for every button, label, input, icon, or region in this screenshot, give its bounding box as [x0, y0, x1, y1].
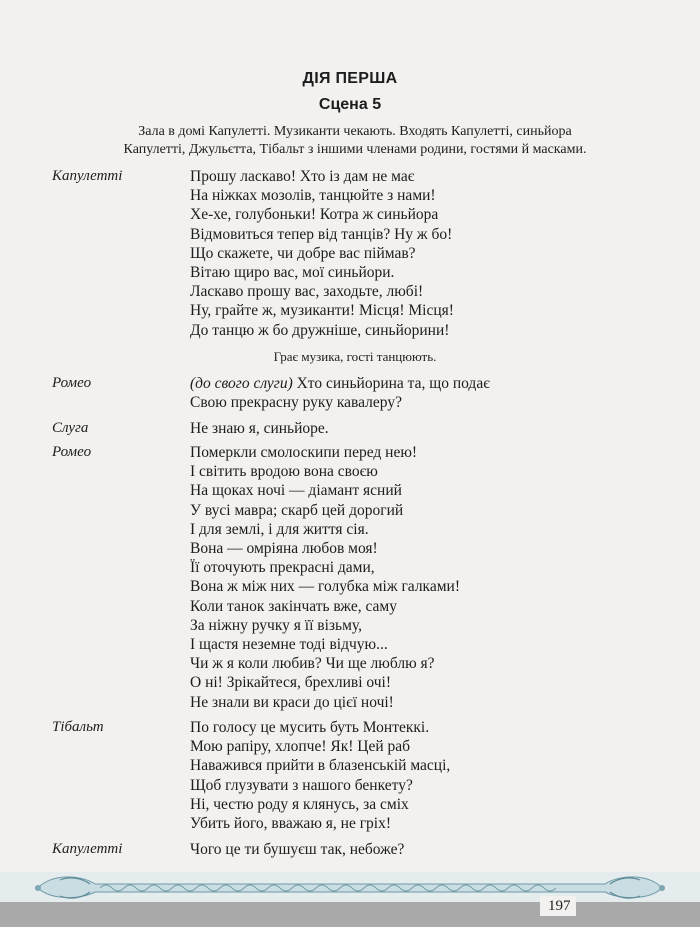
speech-line: І світить вродою вона своєю	[190, 463, 378, 481]
speech-line: На ніжках мозолів, танцюйте з нами!	[190, 187, 436, 205]
speech-line: Померкли смолоскипи перед нею!	[190, 444, 418, 461]
speech-line	[190, 374, 660, 393]
speech-lines	[190, 443, 660, 712]
speech-line: Ні, честю роду я клянусь, за сміх	[190, 795, 409, 813]
speaker-name: Капулетті	[52, 841, 123, 857]
speech-line: Свою прекрасну руку кавалеру?	[190, 394, 402, 412]
aside-direction: (до свого слуги)	[190, 375, 293, 392]
speech-line: Прошу ласкаво! Хто із дам не має	[190, 168, 415, 185]
speech-line: Мою рапіру, хлопче! Як! Цей раб	[190, 738, 411, 756]
speech-line: Її оточують прекрасні дами,	[190, 559, 375, 577]
stage-direction-line: Зала в домі Капулетті. Музиканти чекають. Входять Капулетті, синьйора	[138, 124, 572, 139]
speech-line: І щастя неземне тоді відчую...	[190, 636, 388, 654]
speech-line: О ні! Зрікайтеся, брехливі очі!	[190, 674, 392, 692]
speaker-name: Тібальт	[52, 719, 104, 735]
speaker-name: Ромео	[52, 375, 92, 391]
speech-line: За ніжну ручку я її візьму,	[190, 616, 362, 634]
speech-line: Ласкаво прошу вас, заходьте, любі!	[190, 283, 424, 301]
opening-stage-direction	[60, 123, 650, 159]
scene-title: Сцена 5	[318, 96, 382, 113]
speech-line: Убить його, вважаю я, не гріх!	[190, 815, 392, 833]
speech-lines	[190, 167, 660, 340]
speech-line: По голосу це мусить буть Монтеккі.	[190, 719, 430, 736]
speech-lines	[190, 718, 660, 833]
speech-lines	[190, 419, 660, 438]
speech-line: На щоках ночі — діамант ясний	[190, 482, 402, 500]
speech-line: Не знали ви краси до цієї ночі!	[190, 693, 394, 711]
speech-line: Чи ж я коли любив? Чи ще люблю я?	[190, 655, 435, 673]
speaker-name: Капулетті	[52, 168, 123, 184]
speech-line: Не знаю я, синьйоре.	[190, 420, 329, 437]
footer-ornament	[0, 866, 700, 927]
speech-lines	[190, 374, 660, 412]
speech-line: Чого це ти бушуєш так, небоже?	[190, 841, 405, 858]
speech-line: Що скажете, чи добре вас піймав?	[190, 244, 416, 262]
speech-lines	[190, 840, 660, 859]
speech-line: Щоб глузувати з нашого бенкету?	[190, 776, 413, 794]
speaker-name: Слуга	[52, 420, 89, 436]
speech-line: Коли танок закінчать вже, саму	[190, 597, 397, 615]
speech-line: Наважився прийти в блазенській масці,	[190, 757, 451, 775]
speech-line: До танцю ж бо дружніше, синьйорини!	[190, 321, 450, 339]
speech-line: І для землі, і для життя сія.	[190, 520, 369, 538]
music-stage-direction: Грає музика, гості танцюють.	[273, 349, 437, 364]
speech-line: Ну, грайте ж, музиканти! Місця! Місця!	[190, 302, 454, 320]
speaker-name: Ромео	[52, 444, 92, 460]
speech-line: Відмовиться тепер від танців? Ну ж бо!	[190, 225, 453, 243]
speech-line: Вона ж між них — голубка між галками!	[190, 578, 460, 596]
act-title: ДІЯ ПЕРША	[302, 70, 398, 87]
stage-direction-line: Капулетті, Джульєтта, Тібальт з іншими членами родини, гостями й масками.	[123, 142, 587, 157]
speech-line: Вона — омріяна любов моя!	[190, 540, 378, 558]
speech-line: Вітаю щиро вас, мої синьйори.	[190, 264, 395, 282]
speech-line: Хе-хе, голубоньки! Котра ж синьйора	[190, 206, 439, 224]
page-number: 197	[548, 898, 571, 914]
speech-line: У вусі мавра; скарб цей дорогий	[190, 501, 404, 519]
speech-text: Хто синьйорина та, що подає	[296, 375, 490, 392]
